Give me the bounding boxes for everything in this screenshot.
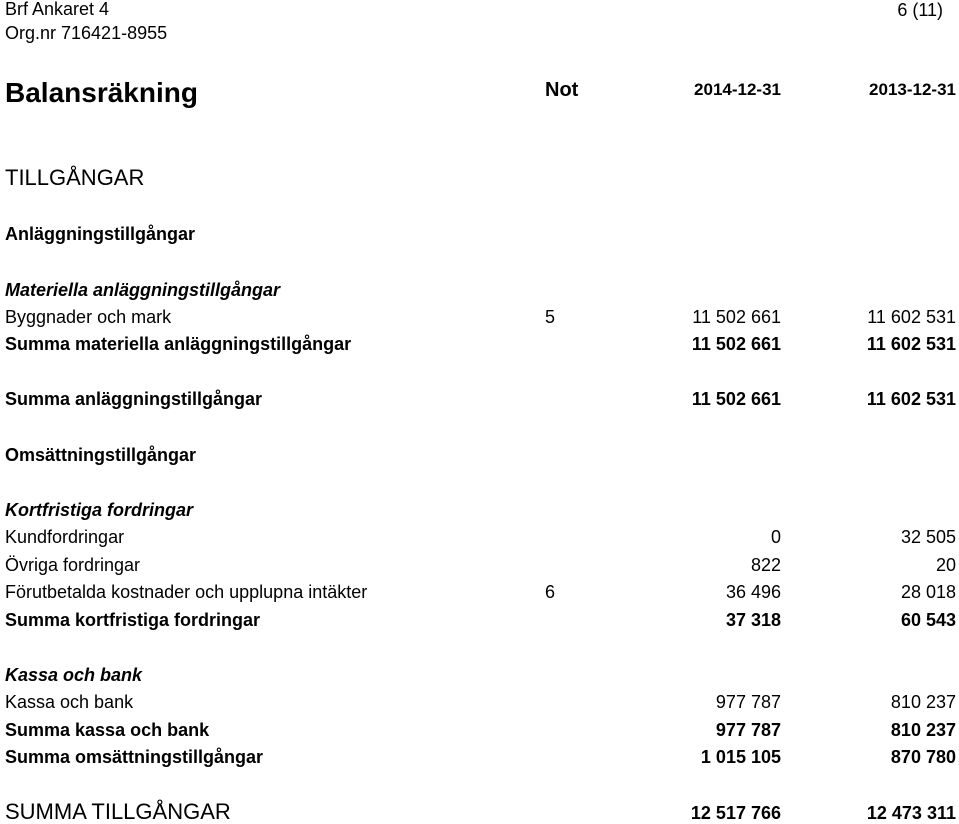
row-value-2014: 977 787: [715, 692, 781, 712]
row-value-2014: 0: [770, 527, 781, 547]
row-label: Summa anläggningstillgångar: [5, 389, 263, 409]
grand-total-2014: 12 517 766: [690, 803, 781, 823]
row-value-2013: 60 543: [900, 610, 956, 630]
row-value-2013: 11 602 531: [866, 389, 956, 409]
row-label: Kassa och bank: [5, 692, 134, 712]
row-label: Summa kassa och bank: [5, 720, 210, 740]
row-label: Summa kortfristiga fordringar: [5, 610, 261, 630]
grand-total-2013: 12 473 311: [866, 803, 956, 823]
row-value-2013: 20: [935, 555, 956, 575]
column-header-2013: 2013-12-31: [869, 80, 956, 99]
subsection-kortfristiga: Kortfristiga fordringar: [5, 500, 194, 520]
column-header-not: Not: [545, 79, 579, 101]
row-label: Summa omsättningstillgångar: [5, 747, 264, 767]
row-value-2014: 11 502 661: [692, 307, 781, 327]
page-title: Balansräkning: [5, 77, 198, 108]
subsection-materiella: Materiella anläggningstillgångar: [5, 280, 281, 300]
row-value-2013: 870 780: [890, 747, 956, 767]
subsection-kassa-och-bank: Kassa och bank: [5, 665, 143, 685]
row-value-2014: 822: [750, 555, 781, 575]
row-label: Summa materiella anläggningstillgångar: [5, 334, 352, 354]
row-value-2013: 11 602 531: [866, 334, 956, 354]
row-value-2014: 1 015 105: [700, 747, 781, 767]
grand-total-label: SUMMA TILLGÅNGAR: [5, 799, 231, 824]
row-value-2013: 11 602 531: [867, 307, 956, 327]
page-number: 6 (11): [897, 0, 943, 20]
row-not: 5: [545, 307, 556, 327]
row-value-2014: 11 502 661: [691, 389, 781, 409]
row-value-2014: 37 318: [725, 610, 781, 630]
column-header-2014: 2014-12-31: [694, 80, 781, 99]
section-omsattningstillgangar: Omsättningstillgångar: [5, 445, 197, 465]
row-label: Förutbetalda kostnader och upplupna intäkter: [5, 582, 368, 602]
company-name: Brf Ankaret 4: [5, 0, 110, 19]
row-value-2013: 28 018: [900, 582, 956, 602]
row-value-2014: 36 496: [725, 582, 781, 602]
org-number: Org.nr 716421-8955: [5, 23, 168, 43]
row-value-2014: 11 502 661: [691, 334, 781, 354]
row-label: Kundfordringar: [5, 527, 125, 547]
row-label: Byggnader och mark: [5, 307, 172, 327]
section-anlaggningstillgangar: Anläggningstillgångar: [5, 224, 196, 244]
section-tillgangar: TILLGÅNGAR: [5, 165, 145, 190]
row-value-2014: 977 787: [715, 720, 781, 740]
row-value-2013: 810 237: [890, 720, 956, 740]
row-value-2013: 810 237: [890, 692, 956, 712]
row-value-2013: 32 505: [900, 527, 956, 547]
row-label: Övriga fordringar: [5, 555, 141, 575]
row-not: 6: [545, 582, 556, 602]
